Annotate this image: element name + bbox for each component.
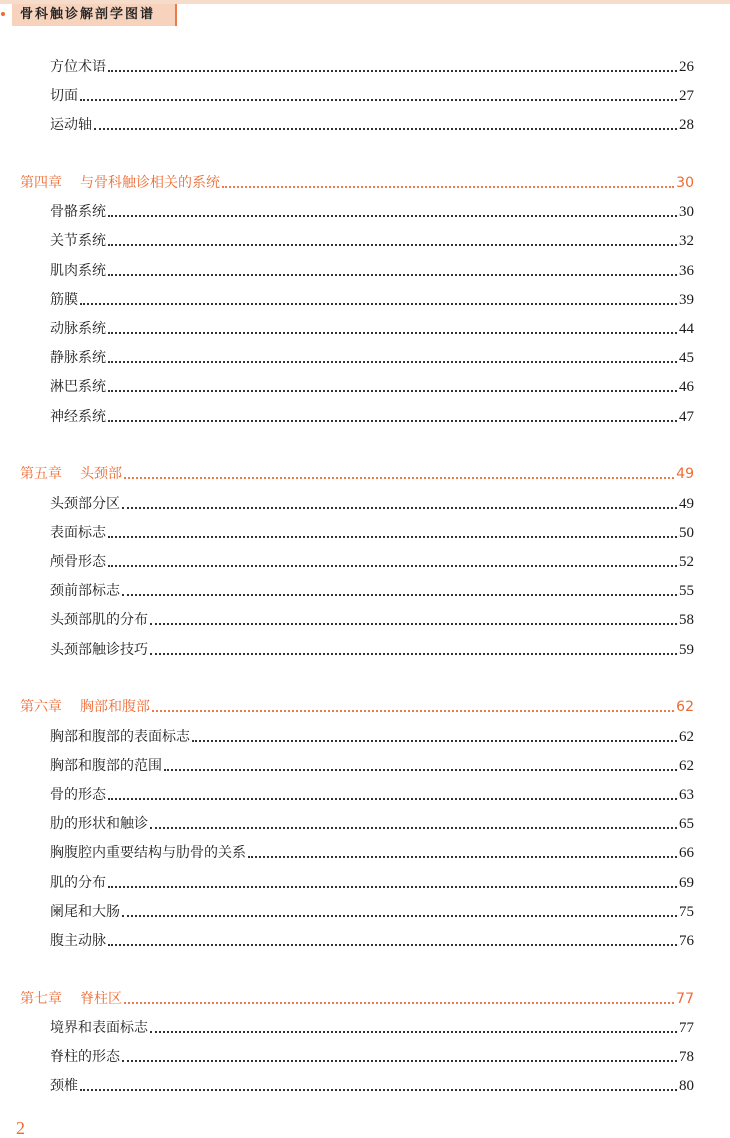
dot-leader xyxy=(108,332,677,334)
dot-leader xyxy=(124,477,674,479)
running-header-title: 骨科触诊解剖学图谱 xyxy=(20,7,156,22)
dot-leader xyxy=(108,244,677,246)
toc-entry xyxy=(0,289,730,311)
entry-title: 淋巴系统 xyxy=(50,379,106,395)
dot-leader xyxy=(94,128,677,130)
toc-line-content xyxy=(50,347,694,369)
page-ref: 50 xyxy=(679,525,694,541)
toc-line-content xyxy=(50,406,694,428)
toc-line-content xyxy=(20,463,694,485)
toc-entry xyxy=(0,318,730,340)
page-ref: 44 xyxy=(679,321,694,337)
entry-title: 运动轴 xyxy=(50,117,92,133)
toc-entry xyxy=(0,813,730,835)
page-ref: 58 xyxy=(679,612,694,628)
chapter-title-text: 脊柱区 xyxy=(80,991,122,1007)
toc-entry xyxy=(0,580,730,602)
entry-title: 腹主动脉 xyxy=(50,933,106,949)
toc-line-content xyxy=(50,639,694,661)
toc-entry xyxy=(0,230,730,252)
entry-title: 表面标志 xyxy=(50,525,106,541)
page-ref: 30 xyxy=(679,204,694,220)
toc-line-content xyxy=(50,755,694,777)
toc-line-content xyxy=(50,726,694,748)
entry-title: 颅骨形态 xyxy=(50,554,106,570)
chapter-number: 第七章 xyxy=(20,991,62,1007)
entry-title: 切面 xyxy=(50,88,78,104)
toc-line-content xyxy=(50,493,694,515)
entry-title: 神经系统 xyxy=(50,409,106,425)
page-ref: 55 xyxy=(679,583,694,599)
page-ref: 36 xyxy=(679,263,694,279)
page-ref: 69 xyxy=(679,875,694,891)
toc-chapter xyxy=(0,696,730,718)
page-ref: 66 xyxy=(679,845,694,861)
dot-leader xyxy=(124,1002,674,1004)
dot-leader xyxy=(108,536,677,538)
toc-entry xyxy=(0,784,730,806)
toc-line-content xyxy=(50,85,694,107)
page-ref: 77 xyxy=(676,991,694,1007)
dot-leader xyxy=(108,390,677,392)
page-ref: 47 xyxy=(679,409,694,425)
entry-title: 静脉系统 xyxy=(50,350,106,366)
toc-line-content xyxy=(50,56,694,78)
entry-title: 胸部和腹部的表面标志 xyxy=(50,729,190,745)
toc-line-content xyxy=(50,551,694,573)
toc-line-content xyxy=(50,260,694,282)
toc-entry xyxy=(0,260,730,282)
dot-leader xyxy=(108,420,677,422)
toc-line-content xyxy=(50,901,694,923)
toc-entry xyxy=(0,551,730,573)
chapter-title-text: 头颈部 xyxy=(80,466,122,482)
entry-title: 头颈部分区 xyxy=(50,496,120,512)
toc-entry xyxy=(0,201,730,223)
dot-leader xyxy=(150,653,677,655)
toc-entry xyxy=(0,56,730,78)
page-ref: 75 xyxy=(679,904,694,920)
entry-title: 肌肉系统 xyxy=(50,263,106,279)
chapter-title xyxy=(20,696,150,718)
page-ref: 28 xyxy=(679,117,694,133)
toc-entry xyxy=(0,376,730,398)
chapter-number: 第五章 xyxy=(20,466,62,482)
toc-entry xyxy=(0,1046,730,1068)
entry-title: 境界和表面标志 xyxy=(50,1020,148,1036)
entry-title: 阑尾和大肠 xyxy=(50,904,120,920)
entry-title: 头颈部触诊技巧 xyxy=(50,642,148,658)
page-ref: 62 xyxy=(679,729,694,745)
chapter-title xyxy=(20,463,122,485)
toc-line-content xyxy=(50,784,694,806)
dot-leader xyxy=(108,274,677,276)
toc-entry xyxy=(0,1017,730,1039)
toc-line-content xyxy=(50,289,694,311)
toc-line-content xyxy=(20,988,694,1010)
header-dot xyxy=(1,12,5,16)
page-ref: 76 xyxy=(679,933,694,949)
toc-entry xyxy=(0,755,730,777)
page-ref: 39 xyxy=(679,292,694,308)
toc-entry xyxy=(0,609,730,631)
toc-line-content xyxy=(50,580,694,602)
toc-entry xyxy=(0,406,730,428)
page-ref: 32 xyxy=(679,233,694,249)
dot-leader xyxy=(108,886,677,888)
chapter-title-text: 胸部和腹部 xyxy=(80,699,150,715)
toc-line-content xyxy=(50,376,694,398)
dot-leader xyxy=(164,769,677,771)
dot-leader xyxy=(108,565,677,567)
chapter-title xyxy=(20,988,122,1010)
entry-title: 肌的分布 xyxy=(50,875,106,891)
dot-leader xyxy=(80,303,677,305)
toc-entry xyxy=(0,901,730,923)
entry-title: 骨的形态 xyxy=(50,787,106,803)
page-ref: 52 xyxy=(679,554,694,570)
toc-entry xyxy=(0,639,730,661)
dot-leader xyxy=(108,361,677,363)
entry-title: 关节系统 xyxy=(50,233,106,249)
dot-leader xyxy=(150,623,677,625)
page-ref: 80 xyxy=(679,1078,694,1094)
entry-title: 筋膜 xyxy=(50,292,78,308)
toc-entry xyxy=(0,493,730,515)
toc-line-content xyxy=(50,609,694,631)
dot-leader xyxy=(122,915,677,917)
page-ref: 65 xyxy=(679,816,694,832)
toc-chapter xyxy=(0,172,730,194)
entry-title: 胸部和腹部的范围 xyxy=(50,758,162,774)
dot-leader xyxy=(122,594,677,596)
toc-entry xyxy=(0,930,730,952)
entry-title: 肋的形状和触诊 xyxy=(50,816,148,832)
toc-line-content xyxy=(50,813,694,835)
page-ref: 77 xyxy=(679,1020,694,1036)
page-ref: 26 xyxy=(679,59,694,75)
dot-leader xyxy=(248,856,677,858)
toc-entry xyxy=(0,1075,730,1097)
toc-line-content xyxy=(50,872,694,894)
toc-entry xyxy=(0,872,730,894)
toc-line-content xyxy=(50,201,694,223)
dot-leader xyxy=(150,1031,677,1033)
page-ref: 49 xyxy=(679,496,694,512)
chapter-number: 第四章 xyxy=(20,175,62,191)
page-ref: 45 xyxy=(679,350,694,366)
chapter-number: 第六章 xyxy=(20,699,62,715)
toc-line-content xyxy=(20,696,694,718)
entry-title: 头颈部肌的分布 xyxy=(50,612,148,628)
entry-title: 胸腹腔内重要结构与肋骨的关系 xyxy=(50,845,246,861)
page-ref: 59 xyxy=(679,642,694,658)
entry-title: 颈前部标志 xyxy=(50,583,120,599)
page-ref: 27 xyxy=(679,88,694,104)
page-number: 2 xyxy=(16,1118,25,1138)
toc-line-content xyxy=(50,114,694,136)
dot-leader xyxy=(122,507,677,509)
chapter-title-text: 与骨科触诊相关的系统 xyxy=(80,175,220,191)
toc-entry xyxy=(0,114,730,136)
page-ref: 49 xyxy=(676,466,694,482)
page-ref: 30 xyxy=(676,175,694,191)
page-ref: 63 xyxy=(679,787,694,803)
toc-entry xyxy=(0,522,730,544)
dot-leader xyxy=(80,99,677,101)
dot-leader xyxy=(108,798,677,800)
toc-entry xyxy=(0,726,730,748)
dot-leader xyxy=(80,1089,677,1091)
toc-line-content xyxy=(50,1046,694,1068)
entry-title: 脊柱的形态 xyxy=(50,1049,120,1065)
page-ref: 62 xyxy=(676,699,694,715)
dot-leader xyxy=(152,710,674,712)
toc-line-content xyxy=(50,522,694,544)
toc-line-content xyxy=(50,1075,694,1097)
toc-line-content xyxy=(50,1017,694,1039)
entry-title: 动脉系统 xyxy=(50,321,106,337)
entry-title: 骨骼系统 xyxy=(50,204,106,220)
dot-leader xyxy=(108,944,677,946)
dot-leader xyxy=(108,70,677,72)
dot-leader xyxy=(108,215,677,217)
toc-entry xyxy=(0,85,730,107)
toc-entry xyxy=(0,347,730,369)
dot-leader xyxy=(222,186,674,188)
page-ref: 62 xyxy=(679,758,694,774)
entry-title: 颈椎 xyxy=(50,1078,78,1094)
dot-leader xyxy=(150,827,677,829)
toc-line-content xyxy=(50,842,694,864)
toc-entry xyxy=(0,842,730,864)
dot-leader xyxy=(192,740,677,742)
toc-line-content xyxy=(50,318,694,340)
toc-line-content xyxy=(50,230,694,252)
toc-line-content xyxy=(20,172,694,194)
toc-chapter xyxy=(0,988,730,1010)
page-ref: 78 xyxy=(679,1049,694,1065)
toc-chapter xyxy=(0,463,730,485)
entry-title: 方位术语 xyxy=(50,59,106,75)
page-ref: 46 xyxy=(679,379,694,395)
toc-line-content xyxy=(50,930,694,952)
chapter-title xyxy=(20,172,220,194)
dot-leader xyxy=(122,1060,677,1062)
